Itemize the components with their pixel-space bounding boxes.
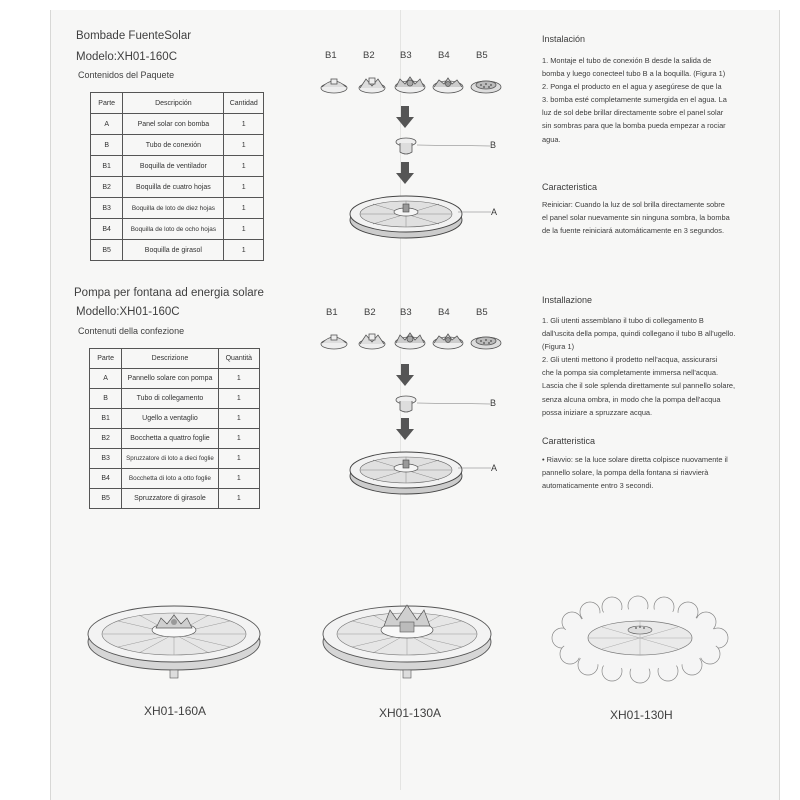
nozzle-label-b3: B3 [400, 50, 412, 61]
it-install-title: Installazione [542, 295, 593, 305]
table-row: B3 Spruzzatore di loto a dieci foglie 1 [90, 449, 260, 469]
four-leaf-nozzle-icon [359, 334, 385, 349]
down-arrow-icon [396, 106, 414, 130]
es-feature-title: Caracteristica [542, 182, 598, 192]
es-contents-title: Contenidos del Paquete [78, 70, 175, 80]
table-row: A Panel solar con bomba 1 [91, 114, 264, 135]
sunflower-nozzle-icon [471, 337, 501, 349]
table-row: B4 Bocchetta di loto a otto foglie 1 [90, 469, 260, 489]
table-row: B1 Ugello a ventaglio 1 [90, 409, 260, 429]
nozzle-label-b1: B1 [325, 50, 337, 61]
it-model: Modello:XH01-160C [76, 306, 180, 318]
table-header: Cantidad [224, 93, 264, 114]
table-header: Quantità [218, 349, 259, 369]
es-model: Modelo:XH01-160C [76, 51, 178, 63]
table-row: A Pannello solare con pompa 1 [90, 369, 260, 389]
down-arrow-icon [396, 364, 414, 388]
nozzle-label-b4: B4 [438, 307, 450, 318]
table-header: Descripción [123, 93, 224, 114]
it-parts-table [89, 348, 260, 509]
it-feature-title: Caratteristica [542, 436, 596, 446]
it-nozzle-row [316, 326, 512, 356]
it-solar-panel-a [348, 436, 493, 498]
it-label-b: B [490, 398, 497, 408]
model-label-xh01-130h: XH01-130H [610, 708, 673, 722]
nozzle-label-b2: B2 [363, 50, 375, 61]
nozzle-label-b2: B2 [364, 307, 376, 318]
es-install-text: 1. Montaje el tubo de conexión B desde la salida de bomba y luego conecteel tubo B a la boquilla. (Figura 1) 2. Ponga el producto en el agua y asegúrese de que la 3. bomba esté completamente sumergida en el agua. La luz de sol debe brillar directamente sobre el panel solar sin sombras para que la bomba pueda empezar a rociar agua. [542, 56, 727, 144]
nozzle-label-b1: B1 [326, 307, 338, 318]
table-header: Parte [90, 349, 122, 369]
es-nozzle-row [316, 70, 512, 100]
table-row: B Tubo di collegamento 1 [90, 389, 260, 409]
table-row: B Tubo de conexión 1 [91, 135, 264, 156]
nozzle-label-b4: B4 [438, 50, 450, 61]
table-row: B2 Bocchetta a quattro foglie 1 [90, 429, 260, 449]
eight-leaf-lotus-nozzle-icon [433, 334, 463, 349]
table-row: B1 Boquilla de ventilador 1 [91, 156, 264, 177]
table-row: B2 Boquilla de cuatro hojas 1 [91, 177, 264, 198]
nozzle-label-b3: B3 [400, 307, 412, 318]
model-xh01-160a-illustration [84, 590, 264, 686]
it-install-text: 1. Gli utenti assemblano il tubo di collegamento B dall'uscita della pompa, quindi collegano il tubo B all'ugello. (Figura 1) 2. Gli utenti mettono il prodetto nell'acqua, assicurarsi che la pompa sia completamente immersa nell'acqua. Lascia che il sole splenda direttamente sul pannello solare, senza alcuna ombra, in modo che la pompa dell'acqua possa iniziare a spruzzare acqua. [542, 316, 736, 417]
es-tube-b [392, 134, 492, 160]
eight-leaf-lotus-nozzle-icon [433, 78, 463, 93]
nozzle-label-b5: B5 [476, 50, 488, 61]
nozzle-label-b5: B5 [476, 307, 488, 318]
es-label-a: A [491, 207, 498, 217]
table-header: Parte [91, 93, 123, 114]
es-title: Bombade FuenteSolar [76, 30, 192, 42]
ten-leaf-lotus-nozzle-icon [395, 333, 425, 349]
es-solar-panel-a [348, 180, 493, 242]
ten-leaf-lotus-nozzle-icon [395, 77, 425, 93]
table-row: B5 Spruzzatore di girasole 1 [90, 489, 260, 509]
it-label-a: A [491, 463, 498, 473]
it-feature-text: • Riavvio: se la luce solare diretta colpisce nuovamente il pannello solare, la pompa della fontana si riavvierà automaticamente entro 3 secondi. [542, 455, 728, 491]
es-feature-text: Reiniciar: Cuando la luz de sol brilla directamente sobre el panel solar nuevamente sin ninguna sombra, la bomba de la fuente reiniciará automáticamente en 3 segundos. [542, 200, 730, 236]
it-title: Pompa per fontana ad energia solare [74, 287, 264, 299]
table-header: Descrizione [122, 349, 218, 369]
fan-nozzle-icon [321, 79, 347, 93]
fan-nozzle-icon [321, 335, 347, 349]
es-label-b: B [490, 140, 497, 150]
it-tube-b [392, 392, 492, 418]
it-contents-title: Contenuti della confezione [78, 326, 185, 336]
table-row: B4 Boquilla de loto de ocho hojas 1 [91, 219, 264, 240]
model-xh01-130a-illustration [318, 590, 496, 686]
model-label-xh01-130a: XH01-130A [379, 706, 442, 720]
es-parts-table [90, 92, 264, 261]
model-label-xh01-160a: XH01-160A [144, 704, 207, 718]
table-row: B3 Boquilla de loto de diez hojas 1 [91, 198, 264, 219]
table-row: B5 Boquilla de girasol 1 [91, 240, 264, 261]
four-leaf-nozzle-icon [359, 78, 385, 93]
model-xh01-130h-illustration [550, 598, 730, 688]
es-install-title: Instalación [542, 34, 586, 44]
sunflower-nozzle-icon [471, 81, 501, 93]
